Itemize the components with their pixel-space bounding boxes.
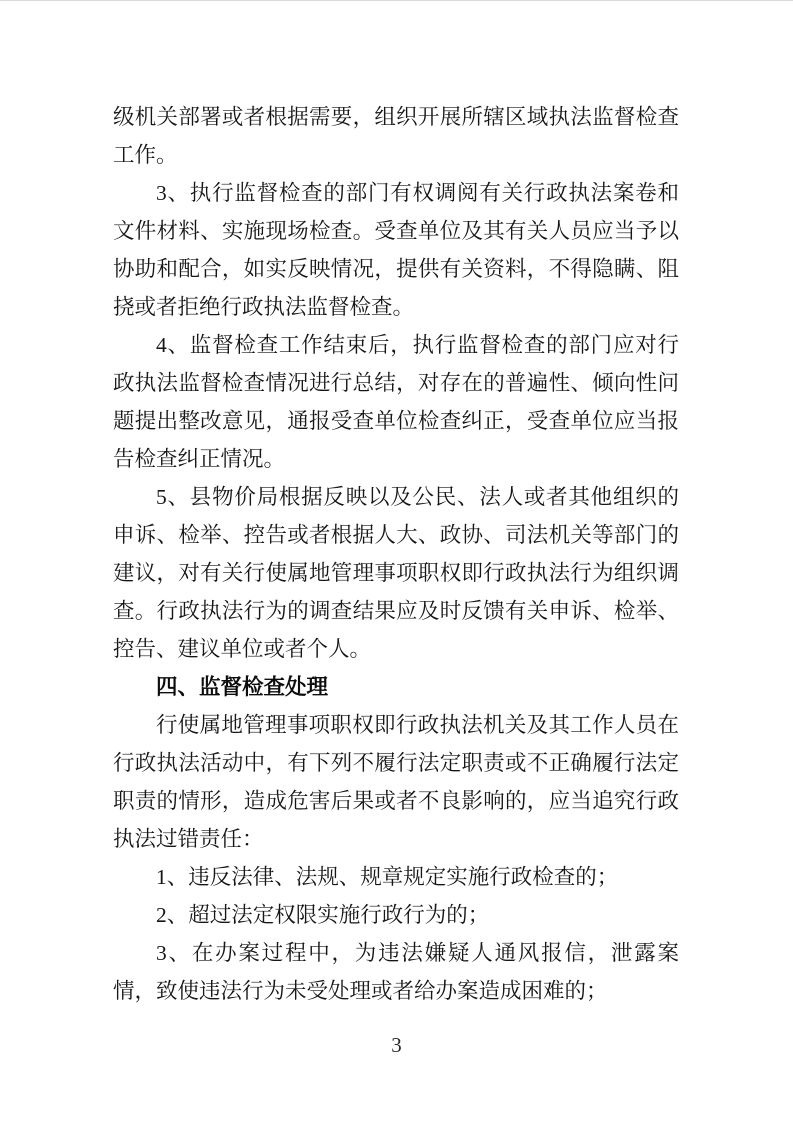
list-item-5-investigation: 5、县物价局根据反映以及公民、法人或者其他组织的申诉、检举、控告或者根据人大、政协、司法机关等部门的建议，对有关行使属地管理事项职权即行政执法行为组织调查。行政执法行为的调查结果应及时反馈有关申诉、检举、控告、建议单位或者个人。 — [113, 485, 679, 661]
paragraph-liability-intro: 行使属地管理事项职权即行政执法机关及其工作人员在行政执法活动中，有下列不履行法定职责或不正确履行法定职责的情形，造成危害后果或者不良影响的，应当追究行政执法过错责任： — [113, 713, 679, 851]
paragraph-continuation: 级机关部署或者根据需要，组织开展所辖区域执法监督检查工作。 — [113, 105, 679, 167]
fault-item-2: 2、超过法定权限实施行政行为的； — [156, 903, 490, 927]
fault-item-1: 1、违反法律、法规、规章规定实施行政检查的； — [156, 865, 619, 889]
page-number: 3 — [391, 1033, 402, 1057]
fault-item-3: 3、在办案过程中，为违法嫌疑人通风报信，泄露案情，致使违法行为未受处理或者给办案造成困难的； — [113, 941, 679, 1003]
page-top-edge — [0, 0, 793, 1]
list-item-3-inspection-powers: 3、执行监督检查的部门有权调阅有关行政执法案卷和文件材料、实施现场检查。受查单位及其有关人员应当予以协助和配合，如实反映情况，提供有关资料，不得隐瞒、阻挠或者拒绝行政执法监督检查。 — [113, 181, 679, 319]
section-heading-supervision-handling: 四、监督检查处理 — [156, 675, 329, 699]
list-item-4-summary-report: 4、监督检查工作结束后，执行监督检查的部门应对行政执法监督检查情况进行总结，对存在的普遍性、倾向性问题提出整改意见，通报受查单位检查纠正，受查单位应当报告检查纠正情况。 — [113, 333, 679, 471]
document-body — [113, 98, 679, 1010]
